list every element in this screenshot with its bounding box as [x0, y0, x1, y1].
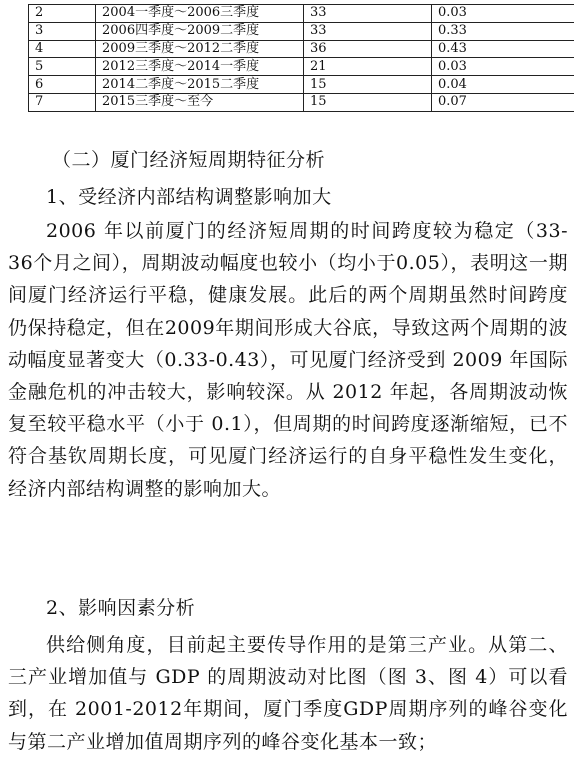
- period-range-cell: 2015三季度～至今: [96, 93, 304, 111]
- period-range-cell: 2012三季度～2014一季度: [96, 58, 304, 76]
- period-amplitude-cell: 0.43: [432, 40, 574, 58]
- period-amplitude-cell: 0.03: [432, 5, 574, 23]
- period-months-cell: 15: [304, 93, 432, 111]
- period-months-cell: 21: [304, 58, 432, 76]
- period-range-cell: 2006四季度～2009二季度: [96, 22, 304, 40]
- period-index-cell: 4: [29, 40, 96, 58]
- cycle-periods-table: [28, 4, 574, 112]
- period-range-cell: 2004一季度～2006三季度: [96, 5, 304, 23]
- period-index-cell: 5: [29, 58, 96, 76]
- period-index-cell: 3: [29, 22, 96, 40]
- period-amplitude-cell: 0.03: [432, 58, 574, 76]
- period-range-cell: 2014二季度～2015二季度: [96, 76, 304, 94]
- paragraph-short-cycle-analysis: 2006 年以前厦门的经济短周期的时间跨度较为稳定（33-36个月之间），周期波动幅度也较小（均小于0.05），表明这一期间厦门经济运行平稳，健康发展。此后的两个周期虽然时间跨度仍保持稳定，但在2009年期间形成大谷底，导致这两个周期的波动幅度显著变大（0.33-0.43），可见厦门经济受到 2009 年国际金融危机的冲击较大，影响较深。从 2012 年起，各周期波动恢复至较平稳水平（小于 0.1），但周期的时间跨度逐渐缩短，已不符合基钦周期长度，可见厦门经济运行的自身平稳性发生变化，经济内部结构调整的影响加大。: [8, 220, 568, 500]
- table-row: [29, 93, 574, 111]
- period-amplitude-cell: 0.04: [432, 76, 574, 94]
- subheading-influence-factors: 2、影响因素分析: [46, 597, 196, 619]
- period-months-cell: 33: [304, 22, 432, 40]
- period-months-cell: 15: [304, 76, 432, 94]
- table-row: [29, 22, 574, 40]
- period-index-cell: 2: [29, 5, 96, 23]
- period-index-cell: 7: [29, 93, 96, 111]
- table-row: [29, 76, 574, 94]
- period-range-cell: 2009三季度～2012二季度: [96, 40, 304, 58]
- table-row: [29, 5, 574, 23]
- paragraph-supply-side: 供给侧角度，目前起主要传导作用的是第三产业。从第二、三产业增加值与 GDP 的周期波动对比图（图 3、图 4）可以看到，在 2001-2012年期间，厦门季度GDP周期序列的峰谷变化与第二产业增加值周期序列的峰谷变化基本一致；: [8, 634, 568, 753]
- section-heading: （二）厦门经济短周期特征分析: [52, 149, 326, 171]
- period-amplitude-cell: 0.07: [432, 93, 574, 111]
- period-amplitude-cell: 0.33: [432, 22, 574, 40]
- period-months-cell: 36: [304, 40, 432, 58]
- period-months-cell: 33: [304, 5, 432, 23]
- table-row: [29, 40, 574, 58]
- subheading-structural-adjustment: 1、受经济内部结构调整影响加大: [46, 186, 332, 208]
- period-index-cell: 6: [29, 76, 96, 94]
- table-row: [29, 58, 574, 76]
